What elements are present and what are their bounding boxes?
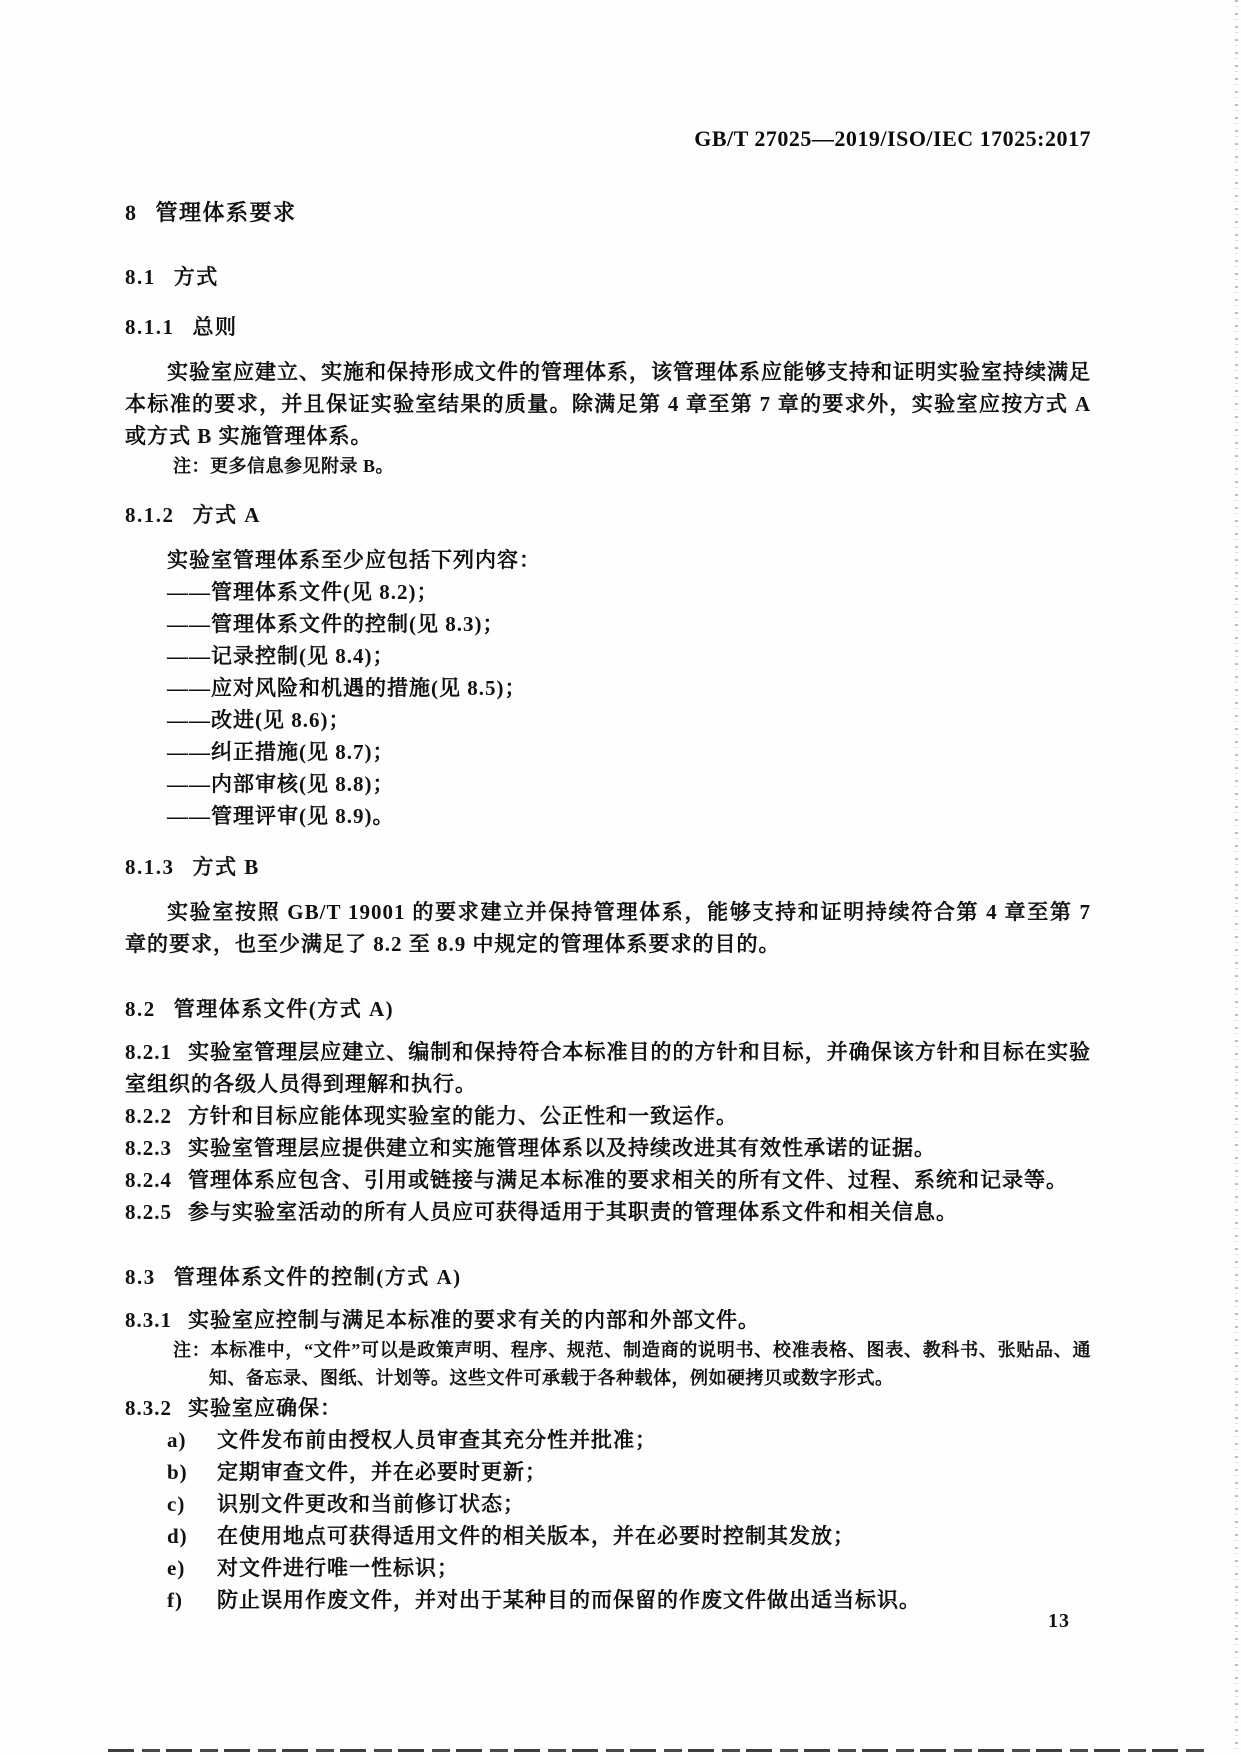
list-item: ——内部审核(见 8.8)； (167, 772, 395, 796)
heading-8-1 (125, 262, 1091, 292)
clause-title: 管理体系要求 (155, 200, 297, 225)
clause-8-2-5 (125, 1196, 1091, 1228)
clauses-8-2 (125, 1036, 1091, 1228)
list-item (125, 1584, 1091, 1616)
clause-title: 方式 A (192, 503, 261, 527)
clause-number: 8.3.2 (125, 1396, 172, 1420)
item-label: a) (167, 1428, 187, 1452)
clause-number: 8.1.1 (125, 315, 175, 339)
list-item: ——管理体系文件(见 8.2)； (167, 580, 439, 604)
clause-text: 实验室应控制与满足本标准的要求有关的内部和外部文件。 (188, 1308, 760, 1332)
clause-number: 8.2.4 (125, 1168, 172, 1192)
clause-number: 8.3 (125, 1265, 156, 1289)
clause-number: 8.1.2 (125, 503, 175, 527)
paragraph-8-1-1: 实验室应建立、实施和保持形成文件的管理体系，该管理体系应能够支持和证明实验室持续满足本标准的要求，并且保证实验室结果的质量。除满足第 4 章至第 7 章的要求外，实验室应按方式 A 或方式 B 实施管理体系。 (125, 360, 1091, 448)
clause-title: 方式 (173, 265, 219, 289)
item-text: 对文件进行唯一性标识； (217, 1556, 459, 1580)
note-text: 更多信息参见附录 B。 (210, 456, 395, 476)
clause-text: 方针和目标应能体现实验室的能力、公正性和一致运作。 (188, 1104, 738, 1128)
clause-number: 8.2.1 (125, 1040, 172, 1064)
list-item: ——记录控制(见 8.4)； (167, 644, 395, 668)
item-text: 识别文件更改和当前修订状态； (217, 1492, 525, 1516)
clause-text: 实验室管理层应提供建立和实施管理体系以及持续改进其有效性承诺的证据。 (188, 1136, 936, 1160)
clause-text: 参与实验室活动的所有人员应可获得适用于其职责的管理体系文件和相关信息。 (188, 1200, 958, 1224)
alpha-list-8-3-2 (125, 1424, 1091, 1616)
heading-8-2 (125, 994, 1091, 1024)
standard-number: GB/T 27025—2019/ISO/IEC 17025:2017 (694, 126, 1091, 151)
clause-8-2-3 (125, 1132, 1091, 1164)
page-number: 13 (1048, 1610, 1070, 1632)
clause-number: 8.1 (125, 265, 156, 289)
note-8-1-1 (125, 452, 1091, 480)
clause-title: 方式 B (192, 855, 260, 879)
note-label: 注： (173, 456, 210, 476)
clause-number: 8.2.3 (125, 1136, 172, 1160)
clause-8-3-2 (125, 1392, 1091, 1424)
paragraph-8-1-2-intro: 实验室管理体系至少应包括下列内容： (167, 548, 541, 572)
item-label: e) (167, 1556, 186, 1580)
note-8-3-1 (125, 1336, 1091, 1392)
clause-8-2-2 (125, 1100, 1091, 1132)
item-text: 在使用地点可获得适用文件的相关版本，并在必要时控制其发放； (217, 1524, 855, 1548)
clause-text: 实验室管理层应建立、编制和保持符合本标准目的的方针和目标，并确保该方针和目标在实验室组织的各级人员得到理解和执行。 (125, 1040, 1091, 1096)
heading-8-1-2 (125, 500, 1091, 530)
item-text: 定期审查文件，并在必要时更新； (217, 1460, 547, 1484)
list-item: ——纠正措施(见 8.7)； (167, 740, 395, 764)
list-item (125, 1456, 1091, 1488)
note-label: 注： (173, 1340, 211, 1360)
clause-number: 8.1.3 (125, 855, 175, 879)
clause-title: 总则 (192, 315, 238, 339)
paragraph-8-1-3: 实验室按照 GB/T 19001 的要求建立并保持管理体系，能够支持和证明持续符合第 4 章至第 7 章的要求，也至少满足了 8.2 至 8.9 中规定的管理体系要求的目的。 (125, 900, 1091, 956)
list-item (125, 1552, 1091, 1584)
clause-number: 8.2.5 (125, 1200, 172, 1224)
clauses-8-3 (125, 1304, 1091, 1616)
heading-8-1-1 (125, 312, 1091, 342)
clause-number: 8.3.1 (125, 1308, 172, 1332)
clause-number: 8.2.2 (125, 1104, 172, 1128)
note-text: 本标准中，“文件”可以是政策声明、程序、规范、制造商的说明书、校准表格、图表、教科书、张贴品、通知、备忘录、图纸、计划等。这些文件可承载于各种载体，例如硬拷贝或数字形式。 (209, 1340, 1091, 1388)
heading-8-1-3 (125, 852, 1091, 882)
item-label: c) (167, 1492, 186, 1516)
scan-bottom-artifact (108, 1749, 1205, 1752)
list-item: ——管理评审(见 8.9)。 (167, 804, 395, 828)
running-header (125, 126, 1091, 152)
clause-number: 8.2 (125, 997, 156, 1021)
clause-8-2-4 (125, 1164, 1091, 1196)
item-label: d) (167, 1524, 188, 1548)
item-label: f) (167, 1588, 183, 1612)
dash-list-8-1-2 (125, 576, 1091, 832)
list-item: ——改进(见 8.6)； (167, 708, 351, 732)
item-text: 文件发布前由授权人员审查其充分性并批准； (217, 1428, 657, 1452)
list-item (125, 1424, 1091, 1456)
heading-8-3 (125, 1262, 1091, 1292)
clause-title: 管理体系文件(方式 A) (173, 997, 395, 1021)
item-label: b) (167, 1460, 188, 1484)
scan-edge-artifact (1235, 0, 1238, 1755)
heading-chapter-8 (125, 198, 1091, 228)
clause-text: 管理体系应包含、引用或链接与满足本标准的要求相关的所有文件、过程、系统和记录等。 (188, 1168, 1068, 1192)
clause-text: 实验室应确保： (188, 1396, 342, 1420)
list-item (125, 1520, 1091, 1552)
list-item: ——应对风险和机遇的措施(见 8.5)； (167, 676, 527, 700)
clause-8-2-1 (125, 1036, 1091, 1100)
list-item: ——管理体系文件的控制(见 8.3)； (167, 612, 505, 636)
list-item (125, 1488, 1091, 1520)
clause-title: 管理体系文件的控制(方式 A) (173, 1265, 462, 1289)
item-text: 防止误用作废文件，并对出于某种目的而保留的作废文件做出适当标识。 (217, 1588, 921, 1612)
clause-8-3-1 (125, 1304, 1091, 1336)
clause-number: 8 (125, 200, 138, 225)
